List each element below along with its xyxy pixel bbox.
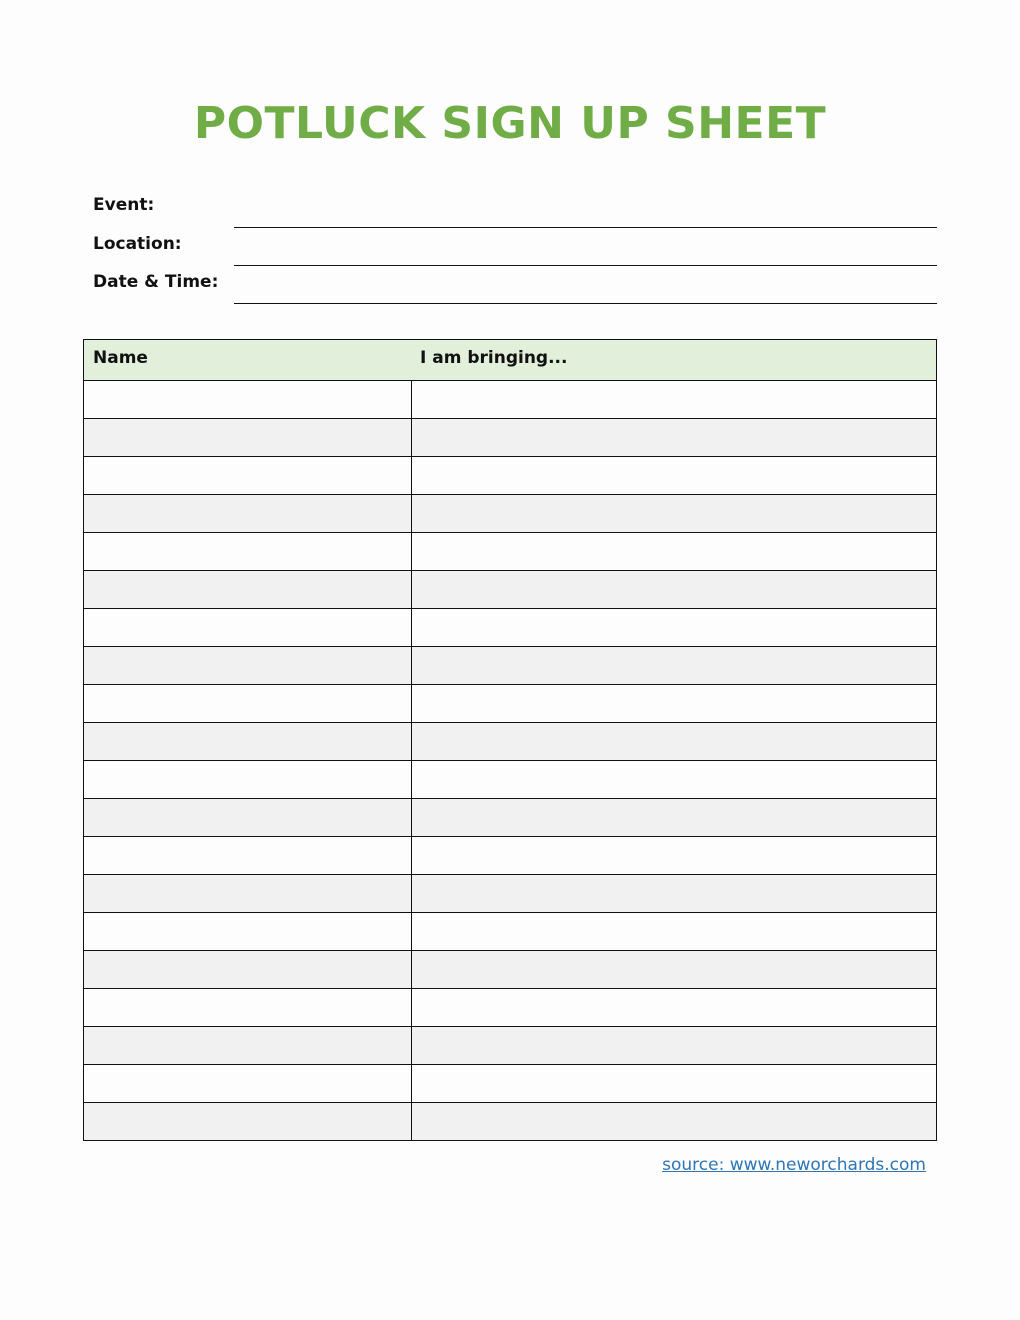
table-row	[84, 533, 936, 571]
bringing-cell[interactable]	[412, 419, 936, 456]
table-row	[84, 1065, 936, 1103]
name-cell[interactable]	[84, 1027, 412, 1064]
table-row	[84, 647, 936, 685]
page-title: POTLUCK SIGN UP SHEET	[193, 98, 827, 149]
name-cell[interactable]	[84, 647, 412, 684]
name-cell[interactable]	[84, 799, 412, 836]
table-row	[84, 951, 936, 989]
bringing-cell[interactable]	[412, 913, 936, 950]
table-row	[84, 457, 936, 495]
table-row	[84, 685, 936, 723]
table-row	[84, 875, 936, 913]
bringing-cell[interactable]	[412, 723, 936, 760]
table-row	[84, 989, 936, 1027]
bringing-cell[interactable]	[412, 495, 936, 532]
location-field[interactable]	[234, 265, 937, 266]
bringing-cell[interactable]	[412, 647, 936, 684]
name-cell[interactable]	[84, 951, 412, 988]
bringing-cell[interactable]	[412, 761, 936, 798]
table-row	[84, 837, 936, 875]
bringing-cell[interactable]	[412, 381, 936, 418]
bringing-cell[interactable]	[412, 533, 936, 570]
table-row	[84, 495, 936, 533]
table-row	[84, 723, 936, 761]
table-row	[84, 609, 936, 647]
bringing-cell[interactable]	[412, 1065, 936, 1102]
name-cell[interactable]	[84, 381, 412, 418]
table-row	[84, 571, 936, 609]
name-cell[interactable]	[84, 1103, 412, 1140]
name-cell[interactable]	[84, 609, 412, 646]
date-time-label: Date & Time:	[93, 272, 219, 292]
table-row	[84, 381, 936, 419]
name-cell[interactable]	[84, 495, 412, 532]
name-cell[interactable]	[84, 875, 412, 912]
event-label: Event:	[93, 195, 155, 215]
bringing-cell[interactable]	[412, 1103, 936, 1140]
name-cell[interactable]	[84, 1065, 412, 1102]
bringing-cell[interactable]	[412, 989, 936, 1026]
table-body	[84, 381, 936, 1140]
name-cell[interactable]	[84, 761, 412, 798]
table-row	[84, 761, 936, 799]
table-row	[84, 913, 936, 951]
bringing-cell[interactable]	[412, 571, 936, 608]
name-cell[interactable]	[84, 457, 412, 494]
bringing-cell[interactable]	[412, 799, 936, 836]
bringing-cell[interactable]	[412, 685, 936, 722]
bringing-cell[interactable]	[412, 609, 936, 646]
name-cell[interactable]	[84, 723, 412, 760]
table-row	[84, 799, 936, 837]
location-label: Location:	[93, 234, 182, 254]
date-time-field[interactable]	[234, 303, 937, 304]
column-header-bringing: I am bringing...	[420, 348, 568, 368]
name-cell[interactable]	[84, 571, 412, 608]
source-link[interactable]: source: www.neworchards.com	[662, 1155, 926, 1175]
bringing-cell[interactable]	[412, 1027, 936, 1064]
table-row	[84, 419, 936, 457]
event-field[interactable]	[234, 227, 937, 228]
name-cell[interactable]	[84, 419, 412, 456]
name-cell[interactable]	[84, 989, 412, 1026]
table-header	[84, 340, 936, 381]
bringing-cell[interactable]	[412, 951, 936, 988]
table-row	[84, 1027, 936, 1065]
bringing-cell[interactable]	[412, 837, 936, 874]
name-cell[interactable]	[84, 685, 412, 722]
bringing-cell[interactable]	[412, 875, 936, 912]
name-cell[interactable]	[84, 837, 412, 874]
bringing-cell[interactable]	[412, 457, 936, 494]
table-row	[84, 1103, 936, 1140]
name-cell[interactable]	[84, 533, 412, 570]
column-header-name: Name	[93, 348, 148, 368]
signup-table	[83, 339, 937, 1141]
name-cell[interactable]	[84, 913, 412, 950]
